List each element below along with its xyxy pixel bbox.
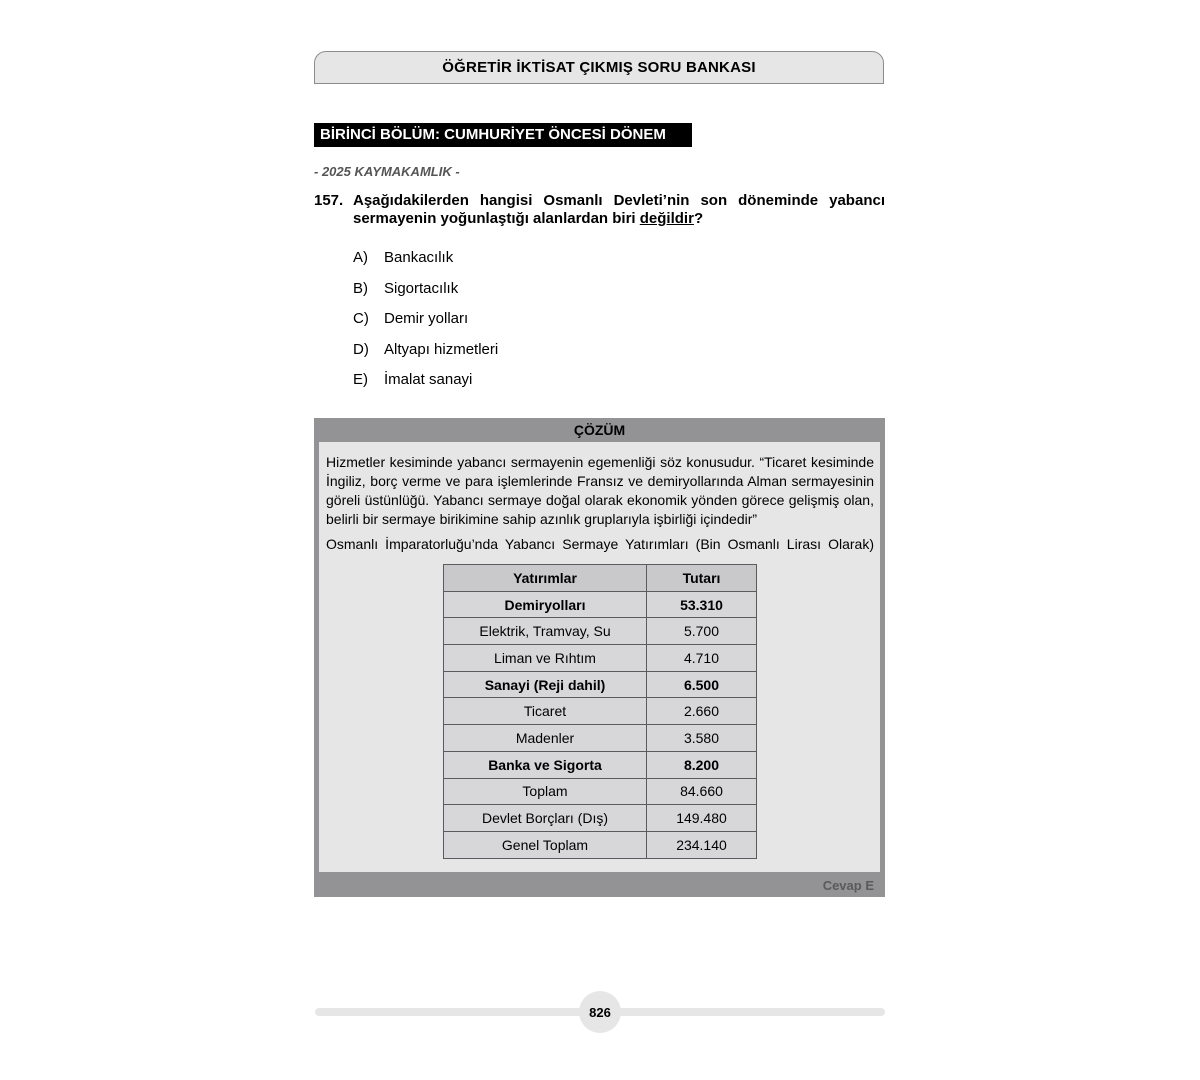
- question-text: [353, 192, 885, 228]
- option-letter: D): [353, 341, 369, 358]
- table-header-row: [444, 565, 757, 592]
- row-name: Ticaret: [444, 698, 647, 725]
- question-text-main: Aşağıdakilerden hangisi Osmanlı Devleti’nin son döneminde yabancı sermayenin yoğunlaştığı alanlardan biri: [353, 192, 885, 227]
- option-text: Sigortacılık: [384, 280, 459, 297]
- table-row: [444, 671, 757, 698]
- section-title: BİRİNCİ BÖLÜM: CUMHURİYET ÖNCESİ DÖNEM: [314, 123, 692, 147]
- row-value: 149.480: [647, 805, 757, 832]
- row-name: Genel Toplam: [444, 831, 647, 858]
- row-name: Liman ve Rıhtım: [444, 645, 647, 672]
- column-header-investments: Yatırımlar: [444, 565, 647, 592]
- row-value: 3.580: [647, 725, 757, 752]
- solution-paragraph: Hizmetler kesiminde yabancı sermayenin egemenliği söz konusudur. “Ticaret kesiminde İngiliz, borç verme ve para işlemlerinde Fransız ve demiryollarında Alman sermayesinin göreli üstünlüğü. Yabancı sermaye doğal olarak ekonomik yönden görece gelişmiş olan, belirli bir sermaye birikimine sahip azınlık gruplarıyla işbirliği içindedir”: [326, 454, 874, 527]
- option-text: İmalat sanayi: [384, 371, 473, 388]
- option-text: Demir yolları: [384, 310, 469, 327]
- row-name: Devlet Borçları (Dış): [444, 805, 647, 832]
- table-row: [444, 831, 757, 858]
- option-text: Bankacılık: [384, 249, 454, 266]
- table-row: [444, 805, 757, 832]
- table-row: [444, 725, 757, 752]
- exam-tag: - 2025 KAYMAKAMLIK -: [314, 164, 460, 179]
- table-row: [444, 698, 757, 725]
- row-name: Elektrik, Tramvay, Su: [444, 618, 647, 645]
- table-row: [444, 778, 757, 805]
- question-text-underlined: değildir: [639, 210, 694, 227]
- header-title: ÖĞRETİR İKTİSAT ÇIKMIŞ SORU BANKASI: [442, 59, 756, 76]
- row-value: 234.140: [647, 831, 757, 858]
- option-e[interactable]: [353, 371, 472, 388]
- option-b[interactable]: [353, 280, 458, 297]
- question-text-end: ?: [693, 210, 704, 227]
- option-a[interactable]: [353, 249, 453, 266]
- row-value: 8.200: [647, 751, 757, 778]
- solution-title: ÇÖZÜM: [573, 422, 626, 438]
- option-letter: E): [353, 371, 368, 388]
- row-value: 2.660: [647, 698, 757, 725]
- option-letter: A): [353, 249, 368, 266]
- row-value: 5.700: [647, 618, 757, 645]
- option-d[interactable]: [353, 341, 498, 358]
- page-header: [314, 51, 884, 84]
- table-row: [444, 751, 757, 778]
- row-name: Madenler: [444, 725, 647, 752]
- option-letter: B): [353, 280, 368, 297]
- row-value: 4.710: [647, 645, 757, 672]
- question-number: 157.: [314, 192, 344, 209]
- page-number-label: 826: [589, 1004, 611, 1020]
- row-value: 6.500: [647, 671, 757, 698]
- row-value: 53.310: [647, 591, 757, 618]
- row-name: Sanayi (Reji dahil): [444, 671, 647, 698]
- row-name: Toplam: [444, 778, 647, 805]
- column-header-amount: Tutarı: [647, 565, 757, 592]
- page-number: [579, 991, 621, 1033]
- investment-table: [443, 564, 757, 859]
- row-name: Demiryolları: [444, 591, 647, 618]
- answer-label: Cevap E: [822, 878, 874, 893]
- option-letter: C): [353, 310, 369, 327]
- table-row: [444, 591, 757, 618]
- option-text: Altyapı hizmetleri: [384, 341, 499, 358]
- table-row: [444, 645, 757, 672]
- table-row: [444, 618, 757, 645]
- table-caption: Osmanlı İmparatorluğu’nda Yabancı Sermaye Yatırımları (Bin Osmanlı Lirası Olarak): [326, 536, 874, 552]
- row-name: Banka ve Sigorta: [444, 751, 647, 778]
- row-value: 84.660: [647, 778, 757, 805]
- option-c[interactable]: [353, 310, 468, 327]
